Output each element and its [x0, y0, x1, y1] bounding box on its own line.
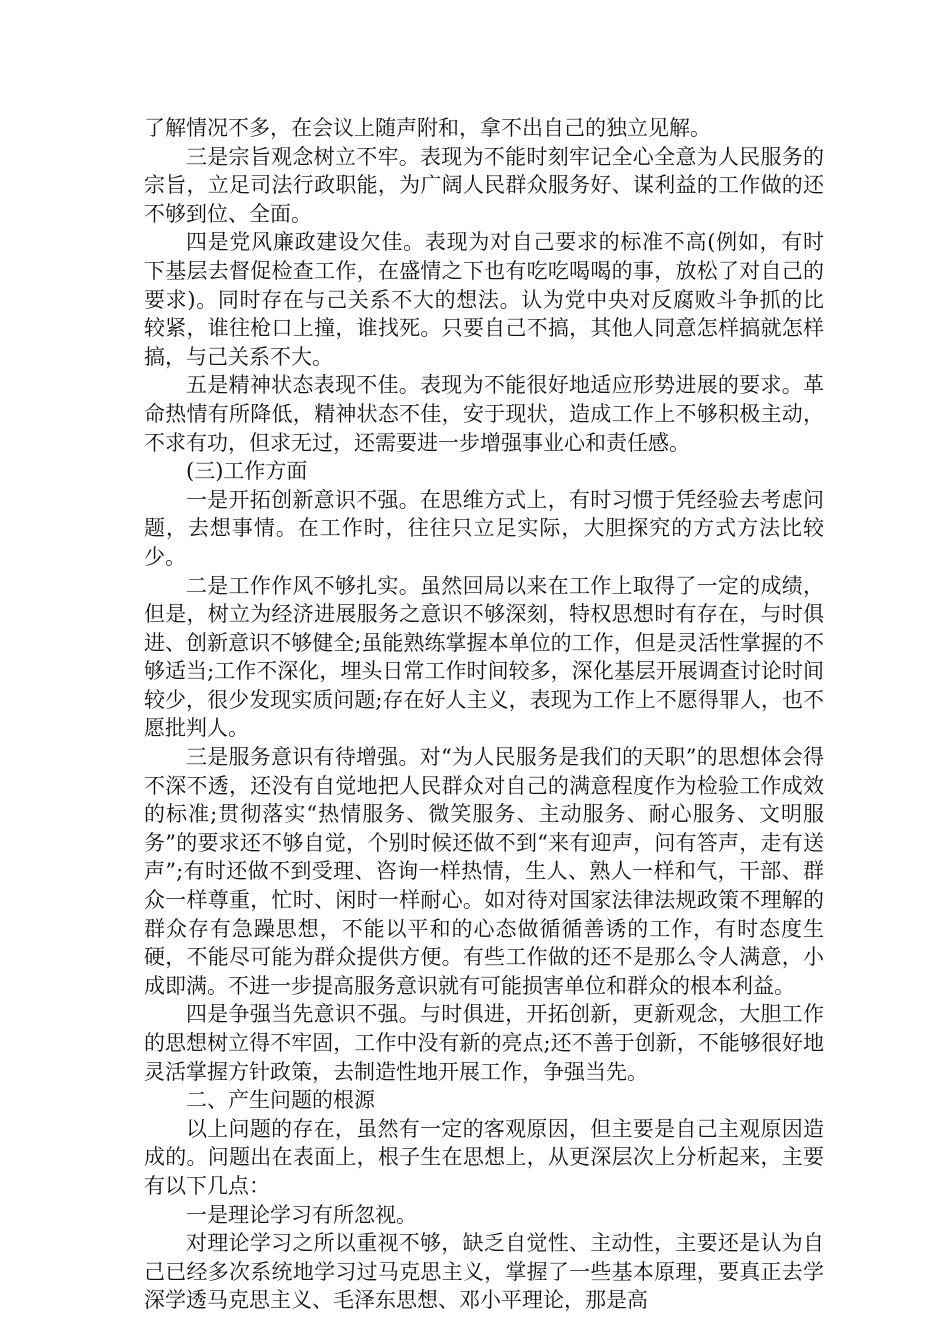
paragraph-9: 四是争强当先意识不强。与时俱进，开拓创新，更新观念，大胆工作的思想树立得不牢固，工作中没有新的亮点;还不善于创新，不能够很好地灵活掌握方针政策，去制造性地开展工作，争强当先。 — [144, 1002, 824, 1084]
paragraph-8: 三是服务意识有待增强。对“为人民服务是我们的天职”的思想体会得不深不透，还没有自觉地把人民群众对自己的满意程度作为检验工作成效的标准;贯彻落实“热情服务、微笑服务、主动服务、耐心服务、文明服务”的要求还不够自觉，个别时候还做不到“来有迎声，问有答声，走有送声”;有时还做不到受理、咨询一样热情，生人、熟人一样和气，干部、群众一样尊重，忙时、闲时一样耐心。如对待对国家法律法规政策不理解的群众存有急躁思想，不能以平和的心态做循循善诱的工作，有时态度生硬，不能尽可能为群众提供方便。有些工作做的还不是那么令人满意，小成即满。不进一步提高服务意识就有可能损害单位和群众的根本利益。 — [144, 745, 824, 998]
paragraph-7: 二是工作作风不够扎实。虽然回局以来在工作上取得了一定的成绩，但是，树立为经济进展服务之意识不够深刻，特权思想时有存在，与时俱进、创新意识不够健全;虽能熟练掌握本单位的工作，但是灵活性掌握的不够适当;工作不深化，埋头日常工作时间较多，深化基层开展调查讨论时间较少，很少发现实质问题;存在好人主义，表现为工作上不愿得罪人，也不愿批判人。 — [144, 573, 824, 741]
section-heading-work: (三)工作方面 — [186, 459, 308, 484]
section-heading-root-causes: 二、产生问题的根源 — [186, 1088, 375, 1113]
paragraph-1: 了解情况不多，在会议上随声附和，拿不出自己的独立见解。 — [144, 116, 711, 140]
paragraph-11: 以上问题的存在，虽然有一定的客观原因，但主要是自己主观原因造成的。问题出在表面上，根子生在思想上，从更深层次上分析起来，主要有以下几点： — [144, 1116, 824, 1198]
document-page — [144, 114, 824, 1315]
paragraph-6: 一是开拓创新意识不强。在思维方式上，有时习惯于凭经验去考虑问题，去想事情。在工作时，往往只立足实际，大胆探究的方式方法比较少。 — [144, 487, 824, 569]
paragraph-12: 一是理论学习有所忽视。 — [186, 1202, 417, 1227]
paragraph-2: 三是宗旨观念树立不牢。表现为不能时刻牢记全心全意为人民服务的宗旨，立足司法行政职能，为广阔人民群众服务好、谋利益的工作做的还不够到位、全面。 — [144, 144, 824, 226]
paragraph-13: 对理论学习之所以重视不够，缺乏自觉性、主动性，主要还是认为自己已经多次系统地学习过马克思主义，掌握了一些基本原理，要真正去学深学透马克思主义、毛泽东思想、邓小平理论，那是高 — [144, 1231, 824, 1313]
paragraph-4: 五是精神状态表现不佳。表现为不能很好地适应形势进展的要求。革命热情有所降低，精神状态不佳，安于现状，造成工作上不够积极主动，不求有功，但求无过，还需要进一步增强事业心和责任感。 — [144, 373, 824, 455]
paragraph-3: 四是党风廉政建设欠佳。表现为对自己要求的标准不高(例如，有时下基层去督促检查工作，在盛情之下也有吃吃喝喝的事，放松了对自己的要求)。同时存在与己关系不大的想法。认为党中央对反腐败斗争抓的比较紧，谁往枪口上撞，谁找死。只要自己不搞，其他人同意怎样搞就怎样搞，与己关系不大。 — [144, 230, 824, 369]
